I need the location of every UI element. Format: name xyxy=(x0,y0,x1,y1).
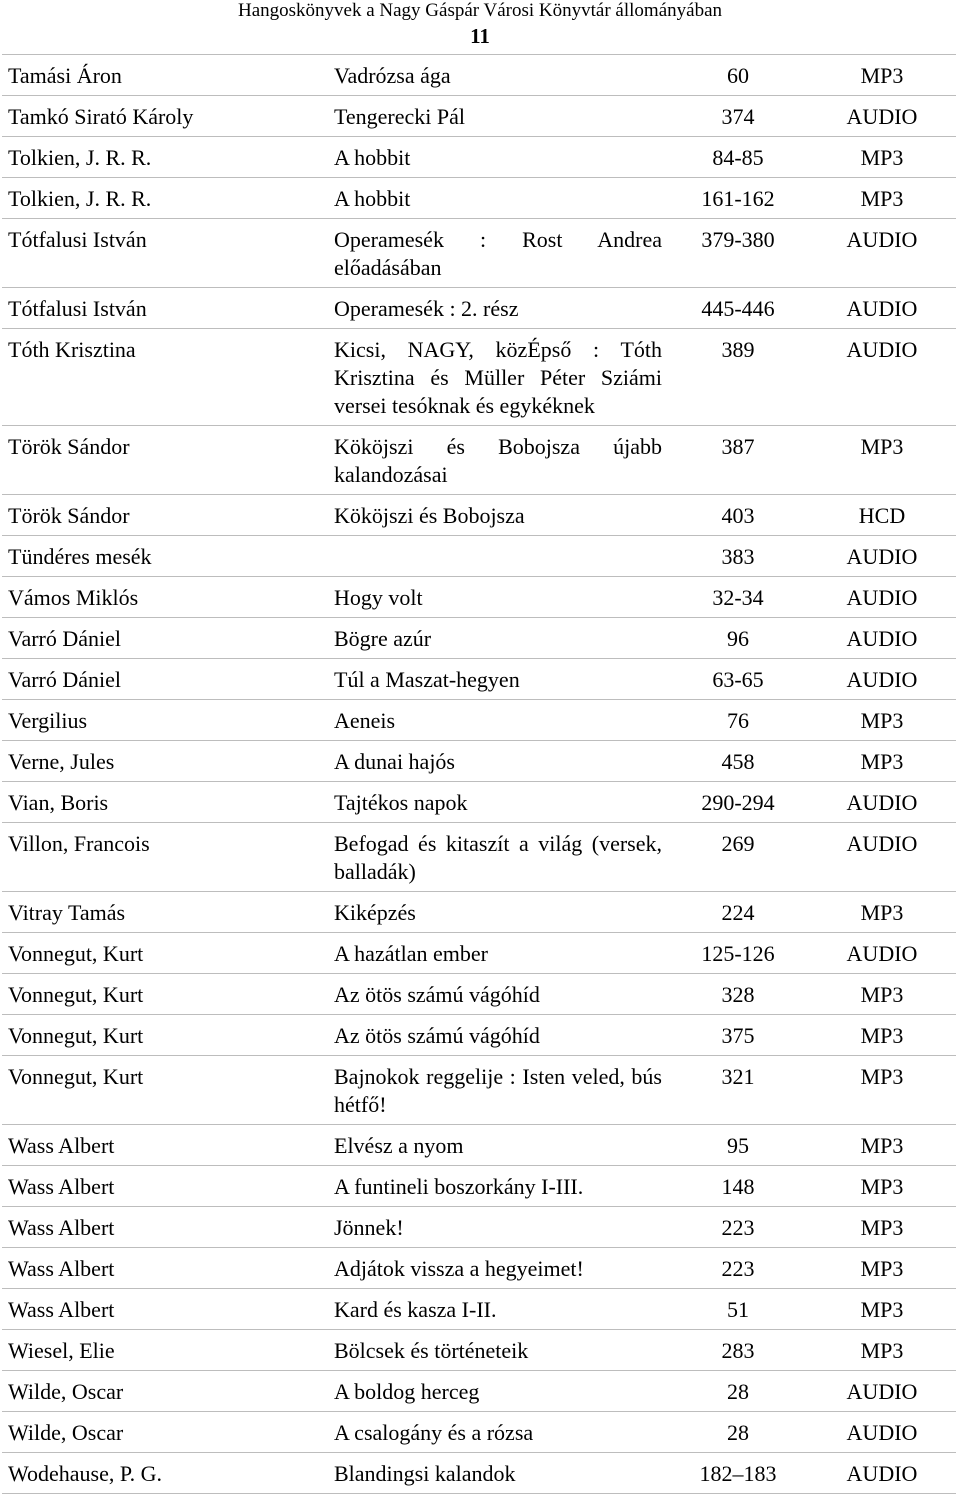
number-cell: 374 xyxy=(668,96,808,137)
author-cell: Wiesel, Elie xyxy=(2,1330,328,1371)
number-cell: 445-446 xyxy=(668,288,808,329)
title-cell: Hogy volt xyxy=(328,577,668,618)
author-cell: Török Sándor xyxy=(2,426,328,495)
author-cell: Vian, Boris xyxy=(2,782,328,823)
title-cell xyxy=(328,536,668,577)
author-cell: Vonnegut, Kurt xyxy=(2,1056,328,1125)
title-cell: Az ötös számú vágóhíd xyxy=(328,974,668,1015)
author-cell: Verne, Jules xyxy=(2,741,328,782)
author-cell: Wilde, Oscar xyxy=(2,1412,328,1453)
number-cell: 96 xyxy=(668,618,808,659)
title-cell: Kököjszi és Bobojsza xyxy=(328,495,668,536)
table-row xyxy=(2,1125,956,1166)
table-row xyxy=(2,288,956,329)
format-cell: MP3 xyxy=(808,700,956,741)
author-cell: Vonnegut, Kurt xyxy=(2,933,328,974)
format-cell: AUDIO xyxy=(808,219,956,288)
number-cell: 182–183 xyxy=(668,1453,808,1494)
table-row xyxy=(2,96,956,137)
number-cell: 389 xyxy=(668,329,808,426)
title-cell: Kököjszi és Bobojsza újabb kalandozásai xyxy=(328,426,668,495)
table-row xyxy=(2,782,956,823)
format-cell: AUDIO xyxy=(808,782,956,823)
title-cell: Kicsi, NAGY, közÉpső : Tóth Krisztina és Müller Péter Sziámi versei tesóknak és egykéknek xyxy=(328,329,668,426)
format-cell: MP3 xyxy=(808,1248,956,1289)
title-cell: Vadrózsa ága xyxy=(328,55,668,96)
table-row xyxy=(2,1371,956,1412)
format-cell: AUDIO xyxy=(808,823,956,892)
table-body xyxy=(2,55,956,1494)
page-number: 11 xyxy=(470,24,490,48)
format-cell: MP3 xyxy=(808,1166,956,1207)
format-cell: AUDIO xyxy=(808,288,956,329)
title-cell: Az ötös számú vágóhíd xyxy=(328,1015,668,1056)
table-row xyxy=(2,329,956,426)
number-cell: 32-34 xyxy=(668,577,808,618)
title-cell: Elvész a nyom xyxy=(328,1125,668,1166)
format-cell: MP3 xyxy=(808,137,956,178)
number-cell: 76 xyxy=(668,700,808,741)
table-row xyxy=(2,1056,956,1125)
title-cell: A csalogány és a rózsa xyxy=(328,1412,668,1453)
format-cell: AUDIO xyxy=(808,96,956,137)
number-cell: 290-294 xyxy=(668,782,808,823)
table-row xyxy=(2,536,956,577)
number-cell: 387 xyxy=(668,426,808,495)
format-cell: MP3 xyxy=(808,1207,956,1248)
author-cell: Vergilius xyxy=(2,700,328,741)
page-header xyxy=(0,0,960,48)
title-cell: A hobbit xyxy=(328,137,668,178)
author-cell: Wilde, Oscar xyxy=(2,1371,328,1412)
number-cell: 379-380 xyxy=(668,219,808,288)
format-cell: MP3 xyxy=(808,892,956,933)
table-row xyxy=(2,659,956,700)
table-row xyxy=(2,1330,956,1371)
title-cell: A funtineli boszorkány I-III. xyxy=(328,1166,668,1207)
number-cell: 224 xyxy=(668,892,808,933)
format-cell: AUDIO xyxy=(808,933,956,974)
author-cell: Tótfalusi István xyxy=(2,288,328,329)
table-row xyxy=(2,933,956,974)
format-cell: MP3 xyxy=(808,1056,956,1125)
number-cell: 51 xyxy=(668,1289,808,1330)
author-cell: Wass Albert xyxy=(2,1125,328,1166)
format-cell: MP3 xyxy=(808,974,956,1015)
author-cell: Tolkien, J. R. R. xyxy=(2,137,328,178)
format-cell: MP3 xyxy=(808,1015,956,1056)
title-cell: Kard és kasza I-II. xyxy=(328,1289,668,1330)
author-cell: Varró Dániel xyxy=(2,659,328,700)
number-cell: 403 xyxy=(668,495,808,536)
title-cell: Befogad és kitaszít a világ (versek, balladák) xyxy=(328,823,668,892)
format-cell: MP3 xyxy=(808,1125,956,1166)
number-cell: 148 xyxy=(668,1166,808,1207)
author-cell: Varró Dániel xyxy=(2,618,328,659)
format-cell: AUDIO xyxy=(808,1371,956,1412)
format-cell: AUDIO xyxy=(808,1453,956,1494)
table-row xyxy=(2,178,956,219)
format-cell: MP3 xyxy=(808,55,956,96)
format-cell: AUDIO xyxy=(808,329,956,426)
title-cell: Bölcsek és történeteik xyxy=(328,1330,668,1371)
title-cell: Adjátok vissza a hegyeimet! xyxy=(328,1248,668,1289)
author-cell: Vonnegut, Kurt xyxy=(2,974,328,1015)
author-cell: Wass Albert xyxy=(2,1289,328,1330)
format-cell: AUDIO xyxy=(808,1412,956,1453)
title-cell: Aeneis xyxy=(328,700,668,741)
title-cell: Blandingsi kalandok xyxy=(328,1453,668,1494)
format-cell: MP3 xyxy=(808,178,956,219)
number-cell: 283 xyxy=(668,1330,808,1371)
table-row xyxy=(2,1015,956,1056)
author-cell: Tündéres mesék xyxy=(2,536,328,577)
title-cell: Operamesék : 2. rész xyxy=(328,288,668,329)
number-cell: 60 xyxy=(668,55,808,96)
table-row xyxy=(2,1412,956,1453)
author-cell: Tótfalusi István xyxy=(2,219,328,288)
table-row xyxy=(2,495,956,536)
title-cell: Bajnokok reggelije : Isten veled, bús hétfő! xyxy=(328,1056,668,1125)
format-cell: AUDIO xyxy=(808,577,956,618)
number-cell: 28 xyxy=(668,1412,808,1453)
author-cell: Wass Albert xyxy=(2,1207,328,1248)
table-row xyxy=(2,1453,956,1494)
number-cell: 223 xyxy=(668,1248,808,1289)
format-cell: HCD xyxy=(808,495,956,536)
number-cell: 63-65 xyxy=(668,659,808,700)
table-row xyxy=(2,741,956,782)
number-cell: 375 xyxy=(668,1015,808,1056)
title-cell: Jönnek! xyxy=(328,1207,668,1248)
table-row xyxy=(2,55,956,96)
format-cell: AUDIO xyxy=(808,618,956,659)
title-cell: Tajtékos napok xyxy=(328,782,668,823)
author-cell: Vitray Tamás xyxy=(2,892,328,933)
title-cell: Kiképzés xyxy=(328,892,668,933)
table-row xyxy=(2,1289,956,1330)
number-cell: 458 xyxy=(668,741,808,782)
author-cell: Tamási Áron xyxy=(2,55,328,96)
format-cell: MP3 xyxy=(808,1289,956,1330)
author-cell: Tóth Krisztina xyxy=(2,329,328,426)
table-row xyxy=(2,426,956,495)
table-row xyxy=(2,823,956,892)
title-cell: A dunai hajós xyxy=(328,741,668,782)
title-cell: Operamesék : Rost Andrea előadásában xyxy=(328,219,668,288)
table-row xyxy=(2,577,956,618)
number-cell: 269 xyxy=(668,823,808,892)
format-cell: MP3 xyxy=(808,1330,956,1371)
number-cell: 84-85 xyxy=(668,137,808,178)
table-row xyxy=(2,892,956,933)
title-cell: A hobbit xyxy=(328,178,668,219)
author-cell: Vonnegut, Kurt xyxy=(2,1015,328,1056)
number-cell: 321 xyxy=(668,1056,808,1125)
number-cell: 223 xyxy=(668,1207,808,1248)
format-cell: MP3 xyxy=(808,426,956,495)
table-row xyxy=(2,1166,956,1207)
title-cell: A boldog herceg xyxy=(328,1371,668,1412)
table-row xyxy=(2,1248,956,1289)
author-cell: Wass Albert xyxy=(2,1166,328,1207)
number-cell: 328 xyxy=(668,974,808,1015)
format-cell: MP3 xyxy=(808,741,956,782)
author-cell: Wass Albert xyxy=(2,1248,328,1289)
number-cell: 161-162 xyxy=(668,178,808,219)
audiobook-table xyxy=(2,54,956,1494)
table-row xyxy=(2,137,956,178)
table-row xyxy=(2,618,956,659)
number-cell: 125-126 xyxy=(668,933,808,974)
table-row xyxy=(2,974,956,1015)
format-cell: AUDIO xyxy=(808,659,956,700)
author-cell: Tolkien, J. R. R. xyxy=(2,178,328,219)
author-cell: Tamkó Sirató Károly xyxy=(2,96,328,137)
title-cell: Túl a Maszat-hegyen xyxy=(328,659,668,700)
document-title: Hangoskönyvek a Nagy Gáspár Városi Könyvtár állományában xyxy=(237,0,723,21)
table-row xyxy=(2,1207,956,1248)
author-cell: Villon, Francois xyxy=(2,823,328,892)
number-cell: 95 xyxy=(668,1125,808,1166)
author-cell: Wodehause, P. G. xyxy=(2,1453,328,1494)
title-cell: Tengerecki Pál xyxy=(328,96,668,137)
author-cell: Török Sándor xyxy=(2,495,328,536)
format-cell: AUDIO xyxy=(808,536,956,577)
author-cell: Vámos Miklós xyxy=(2,577,328,618)
table-row xyxy=(2,219,956,288)
table-row xyxy=(2,700,956,741)
number-cell: 383 xyxy=(668,536,808,577)
title-cell: A hazátlan ember xyxy=(328,933,668,974)
title-cell: Bögre azúr xyxy=(328,618,668,659)
number-cell: 28 xyxy=(668,1371,808,1412)
